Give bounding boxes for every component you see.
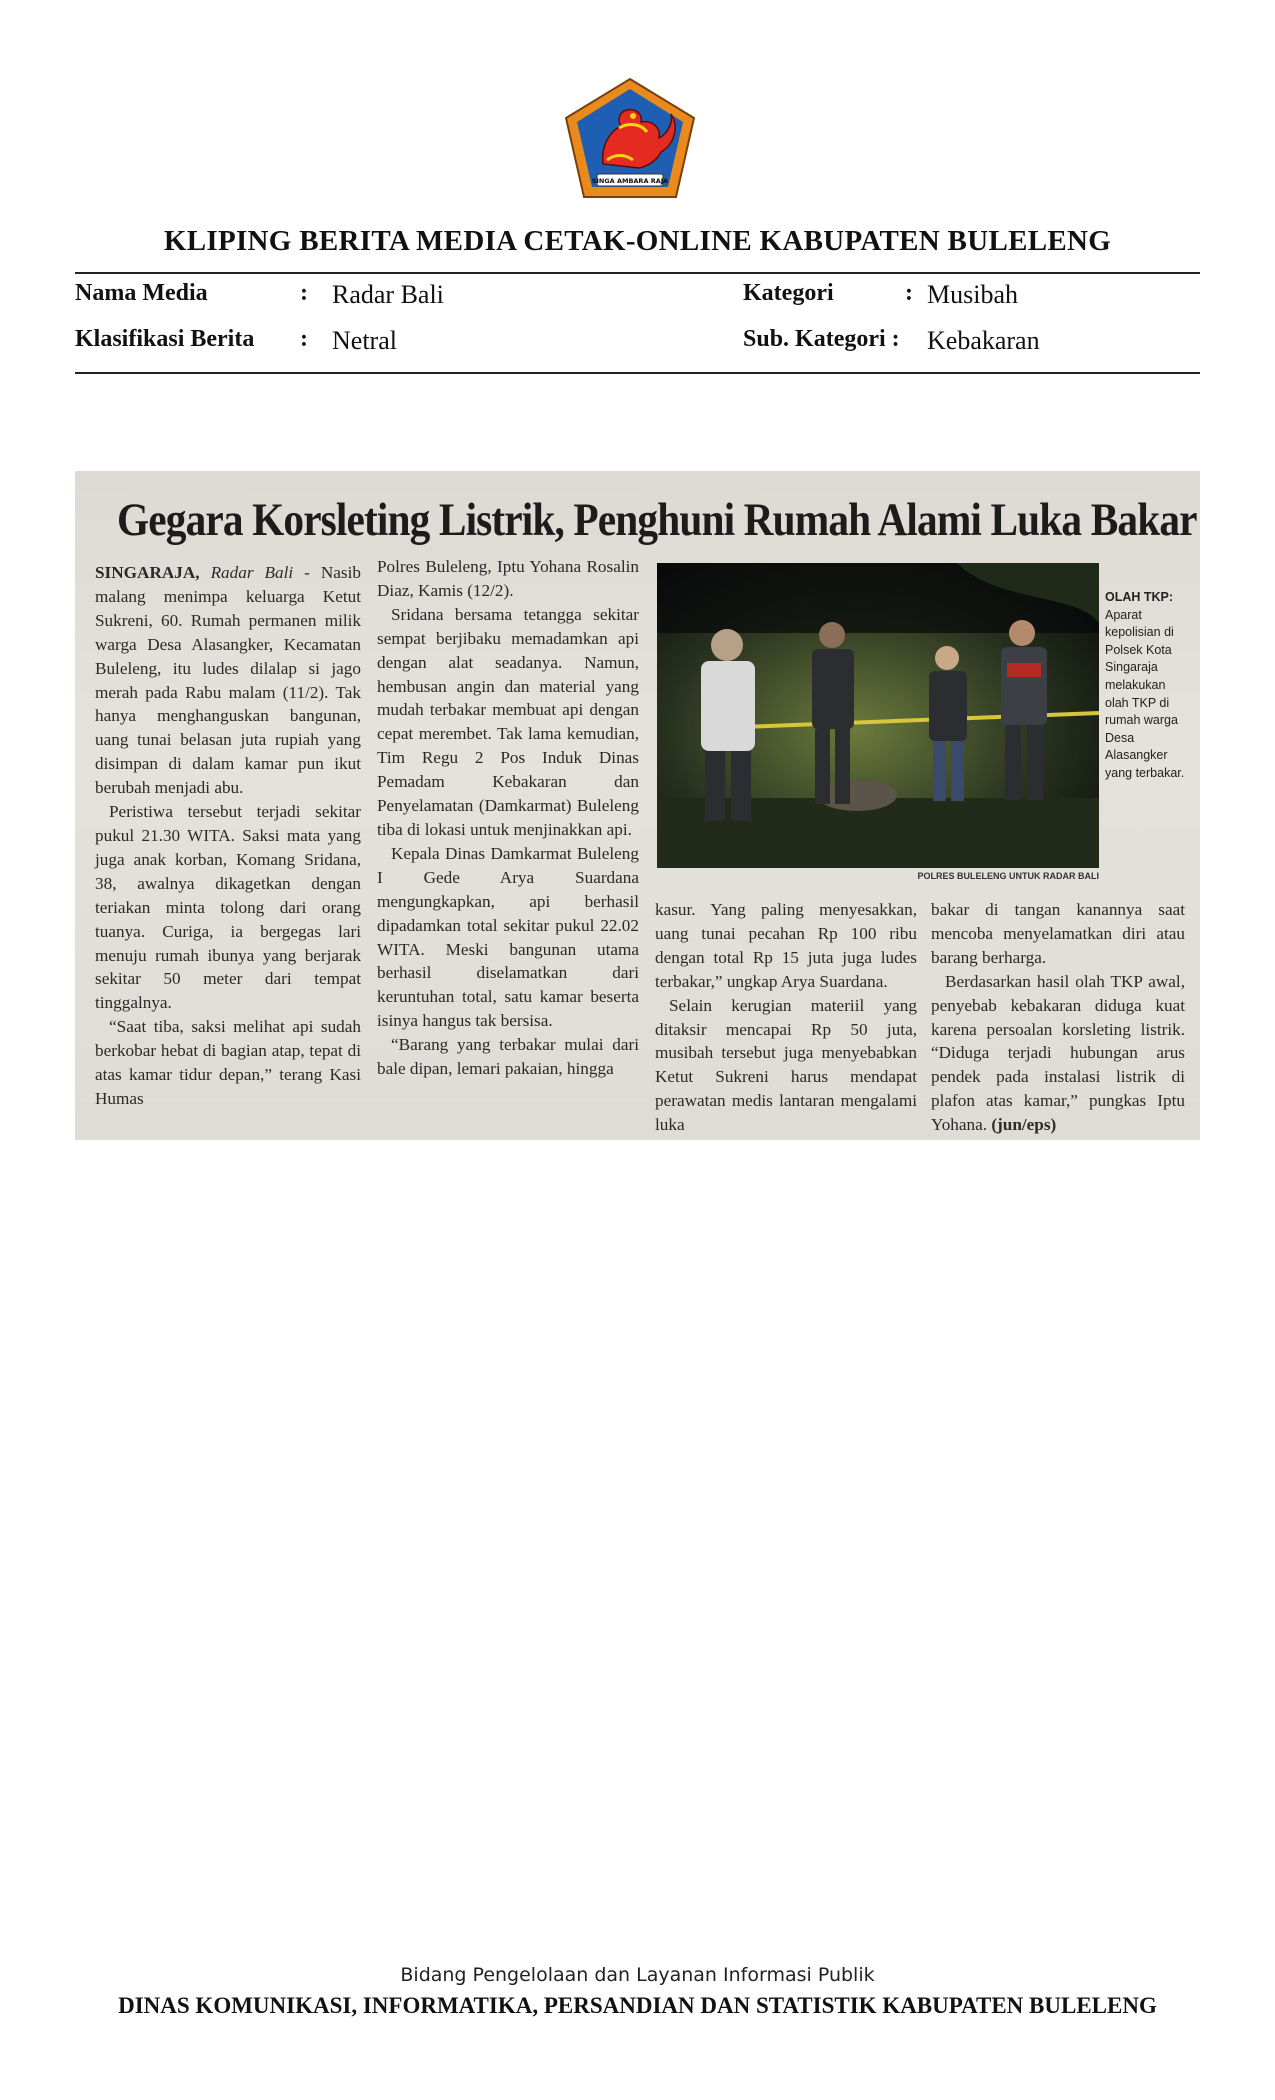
nama-media-label: Nama Media bbox=[75, 280, 208, 306]
article-paragraph bbox=[931, 970, 1185, 1137]
article-paragraph: “Saat tiba, saksi melihat api sudah berkobar hebat di bagian atap, tepat di atas kamar tidur depan,” terang Kasi Humas bbox=[95, 1017, 361, 1108]
footer-unit: Bidang Pengelolaan dan Layanan Informasi Publik bbox=[400, 1964, 875, 1986]
klasifikasi-value: Netral bbox=[332, 326, 397, 355]
photo-caption bbox=[1105, 589, 1191, 783]
news-photo bbox=[657, 563, 1099, 868]
footer-agency: DINAS KOMUNIKASI, INFORMATIKA, PERSANDIAN DAN STATISTIK KABUPATEN BULELENG bbox=[118, 1993, 1157, 2018]
bottom-divider bbox=[75, 372, 1200, 374]
sub-kategori-label: Sub. Kategori : bbox=[743, 326, 900, 352]
nama-media-value: Radar Bali bbox=[332, 280, 444, 309]
article-dateline: SINGARAJA, bbox=[95, 563, 211, 582]
article-paragraph: bakar di tangan kanannya saat mencoba menyelamatkan diri atau barang berharga. bbox=[931, 900, 1185, 967]
article-paragraph: Kepala Dinas Damkarmat Buleleng I Gede Arya Suardana mengungkapkan, api berhasil dipadamkan total sekitar pukul 22.02 WITA. Meski bangunan utama berhasil diselamatkan dari keruntuhan total, satu kamar beserta isinya hangus tak bersisa. bbox=[377, 843, 639, 1031]
svg-text:SINGA AMBARA RAJA: SINGA AMBARA RAJA bbox=[591, 177, 669, 185]
article-source: Radar Bali bbox=[210, 563, 294, 582]
article-text: - Nasib malang menimpa keluarga Ketut Sukreni, 60. Rumah permanen milik warga Desa Alasangker, Kecamatan Buleleng, itu ludes dilalap si jago merah pada Rabu malam (11/2). Tak hanya menghanguskan bangunan, uang tunai belasan juta rupiah yang disimpan di dalam kamar pun ikut berubah menjadi abu. bbox=[95, 563, 361, 798]
klasifikasi-colon: : bbox=[300, 326, 308, 352]
caption-head: OLAH TKP: bbox=[1105, 590, 1174, 604]
article-paragraph: Peristiwa tersebut terjadi sekitar pukul 21.30 WITA. Saksi mata yang juga anak korban, Komang Sridana, 38, awalnya dikagetkan dengan teriakan minta tolong dari orang tuanya. Curiga, ia bergegas lari menuju rumah ibunya yang berjarak sekitar 50 meter dari tempat tinggalnya. bbox=[95, 802, 361, 1013]
buleleng-emblem bbox=[563, 76, 697, 200]
article-paragraph: kasur. Yang paling menyesakkan, uang tunai pecahan Rp 100 ribu dengan total Rp 15 juta juga ludes terbakar,” ungkap Arya Suardana. bbox=[655, 900, 917, 991]
article-column-1 bbox=[95, 561, 361, 1111]
article-headline: Gegara Korsleting Listrik, Penghuni Rumah Alami Luka Bakar bbox=[117, 494, 1197, 546]
article-column-2 bbox=[377, 555, 639, 1081]
article-paragraph bbox=[95, 561, 361, 800]
meta-row-klasifikasi bbox=[75, 326, 1200, 366]
article-signature: (jun/eps) bbox=[991, 1115, 1057, 1135]
kategori-colon: : bbox=[905, 280, 913, 306]
article-column-4 bbox=[931, 898, 1185, 1137]
klasifikasi-label: Klasifikasi Berita bbox=[75, 326, 255, 352]
meta-row-media bbox=[75, 280, 1200, 320]
photo-credit: POLRES BULELENG UNTUK RADAR BALI bbox=[917, 871, 1099, 881]
top-divider bbox=[75, 272, 1200, 274]
kategori-label: Kategori bbox=[743, 280, 834, 306]
document-title: KLIPING BERITA MEDIA CETAK-ONLINE KABUPATEN BULELENG bbox=[163, 225, 1112, 257]
article-paragraph: Polres Buleleng, Iptu Yohana Rosalin Diaz, Kamis (12/2). bbox=[377, 557, 639, 600]
sub-kategori-value: Kebakaran bbox=[927, 326, 1040, 355]
article-paragraph: Sridana bersama tetangga sekitar sempat berjibaku memadamkan api dengan alat seadanya. Namun, hembusan angin dan material yang mudah terbakar membuat api dengan cepat merembet. Tak lama kemudian, Tim Regu 2 Pos Induk Dinas Pemadam Kebakaran dan Penyelamatan (Damkarmat) Buleleng tiba di lokasi untuk menjinakkan api. bbox=[377, 604, 639, 839]
caption-body: Aparat kepolisian di Polsek Kota Singaraja melakukan olah TKP di rumah warga Desa Alasangker yang terbakar. bbox=[1105, 607, 1185, 780]
article-column-3 bbox=[655, 898, 917, 1137]
article-paragraph: Selain kerugian materiil yang ditaksir mencapai Rp 50 juta, musibah tersebut juga menyebabkan Ketut Sukreni harus mendapat perawatan medis lantaran mengalami luka bbox=[655, 995, 917, 1135]
article-text: Berdasarkan hasil olah TKP awal, penyebab kebakaran diduga kuat karena persoalan korsleting listrik. “Diduga terjadi hubungan arus pendek pada instalasi listrik di plafon atas kamar,” pungkas Iptu Yohana. bbox=[931, 971, 1185, 1135]
newspaper-clipping bbox=[75, 471, 1200, 1140]
article-paragraph: “Barang yang terbakar mulai dari bale dipan, lemari pakaian, hingga bbox=[377, 1035, 639, 1079]
kategori-value: Musibah bbox=[927, 280, 1018, 309]
nama-media-colon: : bbox=[300, 280, 308, 306]
